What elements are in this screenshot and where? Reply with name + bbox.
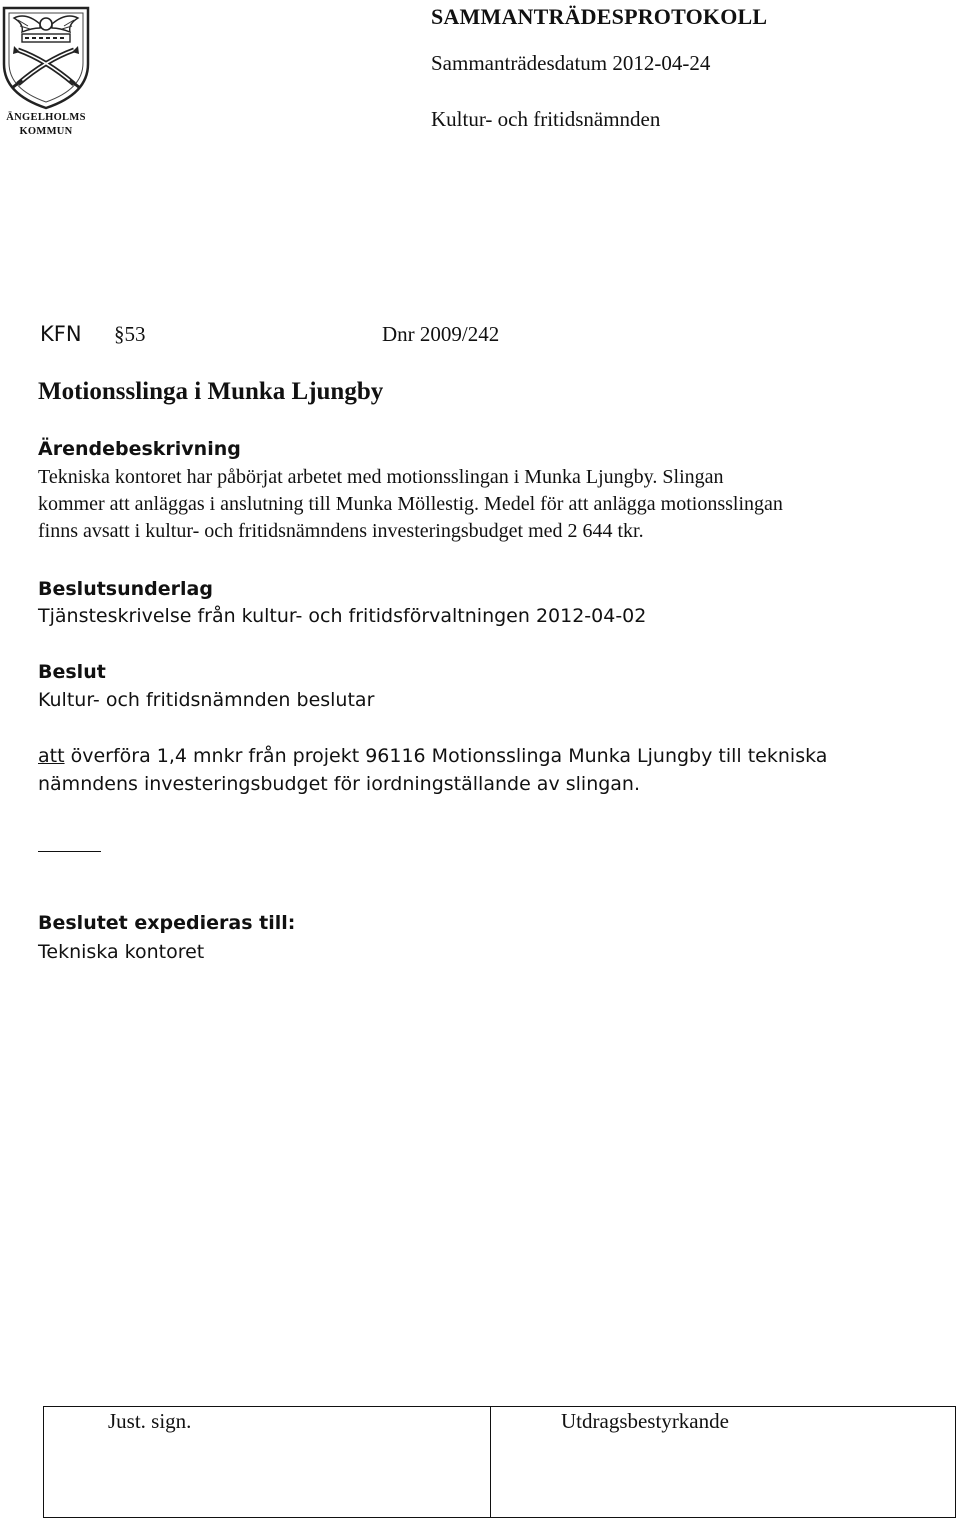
distribution-recipient: Tekniska kontoret [38, 941, 205, 963]
signature-box-divider [490, 1407, 491, 1517]
signature-label: Just. sign. [108, 1409, 192, 1433]
description-line: finns avsatt i kultur- och fritidsnämndens investeringsbudget med 2 644 tkr. [38, 520, 644, 542]
meeting-date: Sammanträdesdatum 2012-04-24 [431, 51, 711, 75]
certification-label: Utdragsbestyrkande [561, 1409, 729, 1433]
decision-line-text: överföra 1,4 mnkr från projekt 96116 Motionsslinga Munka Ljungby till tekniska [64, 745, 828, 767]
decision-att-word: att [38, 745, 65, 767]
decision-line: nämndens investeringsbudget för iordningställande av slingan. [38, 773, 641, 795]
municipality-logo [0, 2, 92, 144]
municipal-coat-of-arms-icon [0, 2, 92, 112]
logo-text-line1: ÄNGELHOLMS [6, 112, 86, 123]
decision-line [38, 745, 827, 767]
case-title: Motionsslinga i Munka Ljungby [38, 378, 384, 405]
section-separator [38, 851, 101, 852]
document-type: SAMMANTRÄDESPROTOKOLL [431, 4, 768, 29]
decision-heading: Beslut [38, 661, 106, 683]
description-line: Tekniska kontoret har påbörjat arbetet med motionsslingan i Munka Ljungby. Slingan [38, 466, 724, 488]
decision-intro: Kultur- och fritidsnämnden beslutar [38, 689, 375, 711]
board-name: Kultur- och fritidsnämnden [431, 107, 661, 131]
signature-box [43, 1406, 956, 1518]
logo-text-line2: KOMMUN [19, 126, 73, 137]
registration-number: Dnr 2009/242 [382, 322, 500, 346]
distribution-heading: Beslutet expedieras till: [38, 912, 296, 934]
description-line: kommer att anläggas i anslutning till Munka Möllestig. Medel för att anlägga motionsslingan [38, 493, 783, 515]
basis-text: Tjänsteskrivelse från kultur- och fritidsförvaltningen 2012-04-02 [38, 605, 647, 627]
paragraph-number: §53 [114, 322, 146, 346]
description-heading: Ärendebeskrivning [38, 438, 241, 460]
committee-code: KFN [40, 322, 82, 346]
basis-heading: Beslutsunderlag [38, 578, 213, 600]
